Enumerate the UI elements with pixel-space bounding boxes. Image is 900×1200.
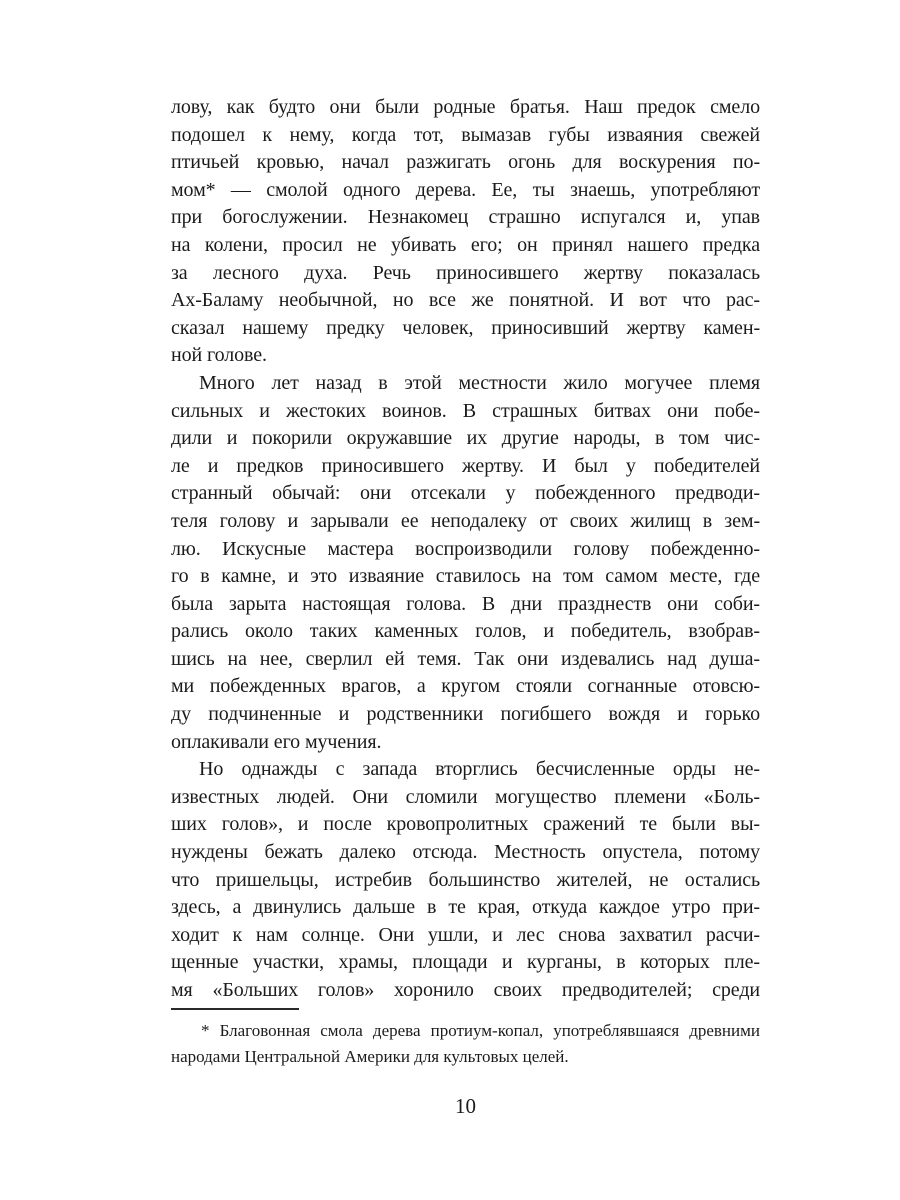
text-line: шись на нее, сверлил ей темя. Так они издевались над душа-: [171, 647, 760, 670]
text-line: мя «Больших голов» хоронило своих предводителей; среди: [171, 979, 760, 1001]
text-line: * Благовонная смола дерева протиум-копал, употреблявшаяся древними: [201, 1021, 760, 1040]
text-line: сказал нашему предку человек, приносивший жертву камен-: [171, 316, 760, 339]
text-line: щенные участки, храмы, площади и курганы, в которых пле-: [171, 951, 760, 974]
text-line: за лесного духа. Речь приносившего жертву показалась: [171, 261, 760, 284]
text-line: рались около таких каменных голов, и победитель, взобрав-: [171, 620, 760, 643]
footnote-text: [171, 1018, 760, 1070]
page-body: [171, 94, 760, 1005]
text-line: оплакивали его мучения.: [171, 730, 382, 753]
text-line: лову, как будто они были родные братья. Наш предок смело: [171, 96, 760, 118]
text-line: лю. Искусные мастера воспроизводили голову побежденно-: [171, 537, 760, 560]
text-line: ной голове.: [171, 344, 267, 367]
text-line: была зарыта настоящая голова. В дни празднеств они соби-: [171, 592, 760, 615]
text-line: ду подчиненные и родственники погибшего вождя и горько: [171, 703, 760, 726]
text-line: дили и покорили окружавшие их другие народы, в том чис-: [171, 427, 760, 450]
text-line: ходит к нам солнце. Они ушли, и лес снова захватил расчи-: [171, 923, 760, 946]
text-line: теля голову и зарывали ее неподалеку от своих жилищ в зем-: [171, 509, 760, 532]
text-line: ших голов», и после кровопролитных сражений те были вы-: [171, 813, 760, 836]
text-line: странный обычай: они отсекали у побежденного предводи-: [171, 482, 760, 505]
text-line: ле и предков приносившего жертву. И был у победителей: [171, 454, 760, 477]
text-line: Много лет назад в этой местности жило могучее племя: [199, 371, 760, 394]
text-line: народами Центральной Америки для культовых целей.: [171, 1047, 569, 1066]
text-line: здесь, а двинулись дальше в те края, откуда каждое утро при-: [171, 896, 760, 919]
text-line: Но однажды с запада вторглись бесчисленные орды не-: [199, 758, 760, 781]
text-line: Ах-Баламу необычной, но все же понятной. И вот что рас-: [171, 289, 760, 312]
text-line: птичьей кровью, начал разжигать огонь для воскурения по-: [171, 151, 760, 174]
text-line: сильных и жестоких воинов. В страшных битвах они побе-: [171, 399, 760, 422]
footnote: [171, 1008, 760, 1070]
text-line: при богослужении. Незнакомец страшно испугался и, упав: [171, 206, 760, 229]
page-number: 10: [455, 1094, 476, 1118]
text-line: что пришельцы, истребив большинство жителей, не остались: [171, 868, 760, 891]
text-line: ми побежденных врагов, а кругом стояли согнанные отовсю-: [171, 675, 760, 698]
text-line: нуждены бежать далеко отсюда. Местность опустела, потому: [171, 841, 760, 864]
text-line: го в камне, и это изваяние ставилось на том самом месте, где: [171, 565, 760, 588]
text-line: известных людей. Они сломили могущество племени «Боль-: [171, 785, 760, 808]
footnote-divider: [171, 1008, 299, 1010]
text-line: на колени, просил не убивать его; он принял нашего предка: [171, 233, 760, 256]
text-line: мом* — смолой одного дерева. Ее, ты знаешь, употребляют: [171, 178, 760, 201]
text-line: подошел к нему, когда тот, вымазав губы изваяния свежей: [171, 123, 760, 146]
